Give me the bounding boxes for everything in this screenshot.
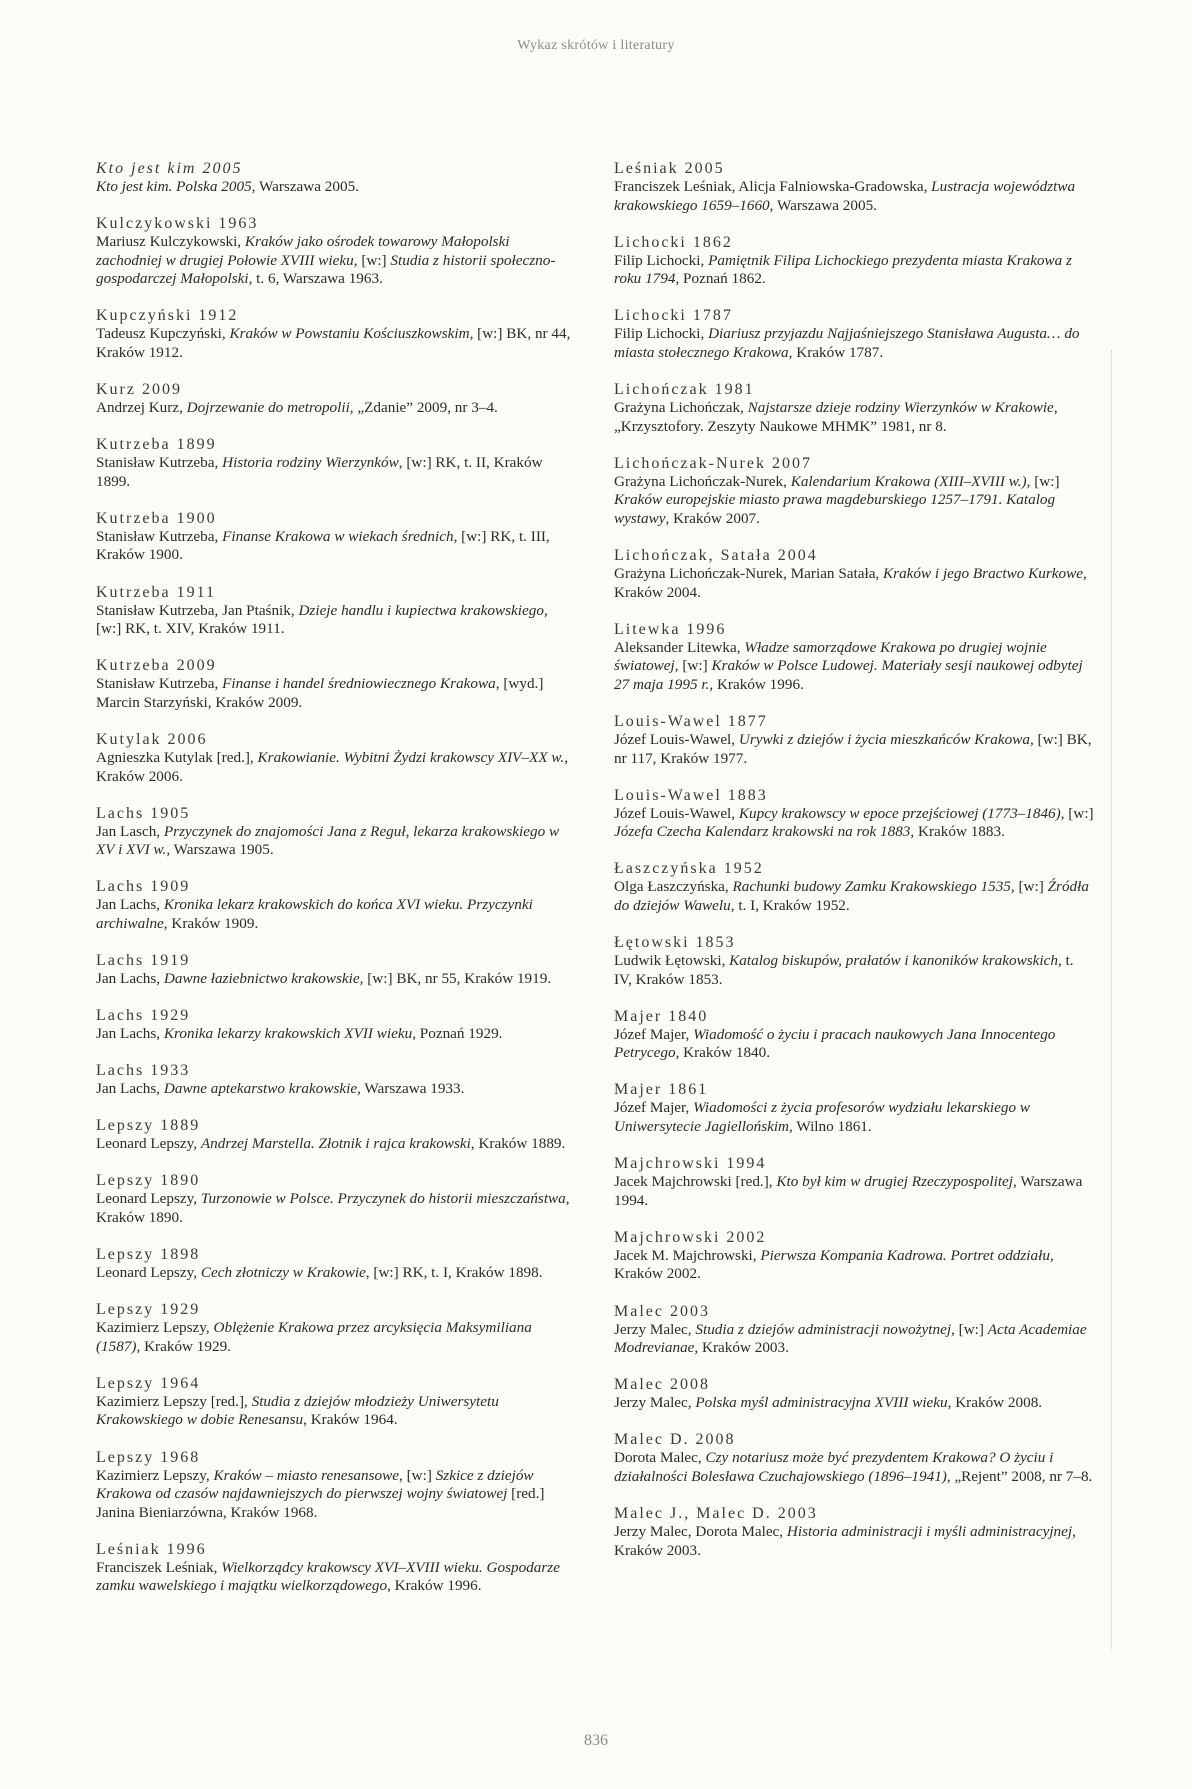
citation-text: Jerzy Malec, xyxy=(614,1320,696,1338)
citation-text: , t. 6, Warszawa 1963. xyxy=(248,270,383,288)
citation-title: Wielkorządcy krakowscy XVI–XVIII wieku. Gospodarze zamku wawelskiego i majątku wielkorządowego xyxy=(96,1558,560,1595)
citation-text: , Warszawa 1994. xyxy=(614,1173,1083,1209)
citation-text: Tadeusz Kupczyński, xyxy=(96,325,230,343)
citation-text: Grażyna Lichończak, xyxy=(614,399,748,417)
citation-text: Kazimierz Lepszy, xyxy=(96,1319,214,1337)
citation-text: , Kraków 1889. xyxy=(470,1135,566,1153)
entry-citation xyxy=(96,1135,576,1154)
entry-abbreviation: Lachs 1905 xyxy=(96,804,191,822)
citation-text: Jan Lachs, xyxy=(96,1080,164,1098)
citation-title: Andrzej Marstella. Złotnik i rajca krakowski xyxy=(200,1135,471,1153)
citation-text: , Kraków 1909. xyxy=(163,914,259,932)
citation-text: , Kraków 1890. xyxy=(96,1190,570,1226)
entry-abbreviation: Majer 1840 xyxy=(614,1007,709,1025)
bibliography-entry xyxy=(96,1375,576,1430)
bibliography-entry xyxy=(614,860,1094,915)
citation-text: Jerzy Malec, Dorota Malec, xyxy=(614,1522,787,1540)
entry-citation xyxy=(96,1264,576,1283)
entry-abbreviation: Lichończak, Satała 2004 xyxy=(614,547,818,565)
bibliography-entry xyxy=(96,436,576,491)
citation-title: Kronika lekarzy krakowskich XVII wieku xyxy=(163,1025,413,1043)
citation-title: Kraków w Powstaniu Kościuszkowskim xyxy=(229,325,470,343)
citation-text: , Kraków 1883. xyxy=(910,823,1005,841)
citation-title: Studia z historii społeczno-gospodarczej Małopolski xyxy=(96,251,556,288)
citation-title: Kalendarium Krakowa (XIII–XVIII w.) xyxy=(790,472,1027,490)
entry-abbreviation: Majer 1861 xyxy=(614,1081,709,1099)
citation-text: , [w:] BK, nr 117, Kraków 1977. xyxy=(614,731,1092,767)
citation-text: Franciszek Leśniak, xyxy=(96,1558,222,1576)
citation-text: , [w:] xyxy=(399,1466,436,1484)
entry-citation xyxy=(96,1467,576,1523)
bibliography-entry xyxy=(96,307,576,362)
citation-text: Józef Majer, xyxy=(614,1025,694,1043)
citation-text: Aleksander Litewka, xyxy=(614,638,745,656)
citation-text: , [w:] xyxy=(1010,878,1048,896)
citation-text: Ludwik Łętowski, xyxy=(614,952,730,970)
citation-title: Historia rodziny Wierzynków xyxy=(222,454,399,472)
citation-text: Olga Łaszczyńska, xyxy=(614,878,733,896)
citation-text: Józef Louis-Wawel, xyxy=(614,731,739,748)
entry-citation xyxy=(614,731,1094,768)
entry-citation xyxy=(614,1099,1094,1136)
citation-text: , [w:] RK, t. I, Kraków 1898. xyxy=(365,1264,543,1282)
entry-abbreviation: Louis-Wawel 1877 xyxy=(614,713,768,730)
citation-text: , [w:] BK, nr 44, Kraków 1912. xyxy=(96,325,571,361)
entry-abbreviation: Malec J., Malec D. 2003 xyxy=(614,1504,818,1522)
bibliography-entry xyxy=(614,307,1094,362)
bibliography-entry xyxy=(96,160,576,197)
citation-text: Józef Majer, xyxy=(614,1099,694,1117)
citation-title: Władze samorządowe Krakowa po drugiej wojnie światowej xyxy=(614,638,1047,675)
citation-title: Kraków i jego Bractwo Kurkowe xyxy=(883,565,1083,583)
bibliography-entry xyxy=(614,621,1094,695)
citation-text: Jan Lachs, xyxy=(96,1025,164,1043)
entry-abbreviation: Lichończak-Nurek 2007 xyxy=(614,454,812,472)
entry-citation xyxy=(614,252,1094,289)
citation-text: Józef Louis-Wawel, xyxy=(614,804,739,822)
citation-title: Kraków europejskie miasto prawa magdeburskiego 1257–1791. Katalog wystawy xyxy=(614,491,1056,527)
entry-citation xyxy=(614,1321,1094,1358)
entry-abbreviation: Leśniak 1996 xyxy=(96,1540,207,1558)
bibliography-entry xyxy=(96,1301,576,1356)
citation-title: Urywki z dziejów i życia mieszkańców Krakowa xyxy=(738,731,1030,748)
citation-text: Stanisław Kutrzeba, xyxy=(96,675,223,693)
citation-text: , „Rejent” 2008, nr 7–8. xyxy=(946,1467,1093,1485)
citation-title: Katalog biskupów, prałatów i kanoników krakowskich xyxy=(729,952,1058,970)
entry-citation xyxy=(96,399,576,418)
citation-title: Kto był kim w drugiej Rzeczypospolitej xyxy=(776,1173,1014,1191)
citation-title: Pamiętnik Filipa Lichockiego prezydenta miasta Krakowa z roku 1794 xyxy=(614,251,1072,288)
citation-title: Źródła do dziejów Wawelu xyxy=(614,878,1089,914)
citation-title: Turzonowie w Polsce. Przyczynek do historii mieszczaństwa xyxy=(200,1190,566,1208)
citation-text: Jacek Majchrowski [red.], xyxy=(614,1173,777,1191)
citation-title: Oblężenie Krakowa przez arcyksięcia Maksymiliana (1587) xyxy=(96,1319,532,1355)
bibliography-entry xyxy=(96,1172,576,1227)
entry-abbreviation: Majchrowski 1994 xyxy=(614,1155,767,1173)
bibliography-entry xyxy=(614,1008,1094,1063)
entry-citation xyxy=(614,639,1094,695)
bibliography-entry xyxy=(614,1376,1094,1413)
entry-citation xyxy=(614,952,1094,989)
entry-abbreviation: Majchrowski 2002 xyxy=(614,1228,767,1246)
bibliography-entry xyxy=(96,1541,576,1596)
citation-text: , [w:] BK, nr 55, Kraków 1919. xyxy=(359,969,552,987)
citation-title: Kraków jako ośrodek towarowy Małopolski zachodniej w drugiej Połowie XVIII wieku xyxy=(96,233,510,269)
bibliography-entry xyxy=(614,547,1094,602)
citation-title: Studia z dziejów administracji nowożytnej xyxy=(695,1320,952,1338)
entry-citation xyxy=(96,1190,576,1227)
entry-citation xyxy=(614,1247,1094,1284)
entry-citation xyxy=(96,233,576,289)
citation-text: , Kraków 1840. xyxy=(675,1044,771,1062)
bibliography-entry xyxy=(614,381,1094,436)
citation-title: Cech złotniczy w Krakowie xyxy=(200,1264,366,1282)
entry-citation xyxy=(96,1025,576,1044)
bibliography-entry xyxy=(96,805,576,860)
entry-abbreviation: Kulczykowski 1963 xyxy=(96,215,259,233)
citation-title: Wiadomości z życia profesorów wydziału lekarskiego w Uniwersytecie Jagiellońskim xyxy=(614,1099,1031,1136)
entry-abbreviation: Kutrzeba 2009 xyxy=(96,657,217,675)
citation-text: Kazimierz Lepszy [red.], xyxy=(96,1392,252,1410)
citation-text: , „Zdanie” 2009, nr 3–4. xyxy=(349,399,498,417)
citation-text: , Kraków 2008. xyxy=(947,1394,1043,1412)
bibliography-entry xyxy=(614,455,1094,529)
citation-title: Kupcy krakowscy w epoce przejściowej (1773–1846) xyxy=(738,804,1061,822)
entry-citation xyxy=(96,178,576,197)
citation-title: Dawne łaziebnictwo krakowskie xyxy=(163,969,360,987)
citation-text: Agnieszka Kutylak [red.], xyxy=(96,748,258,766)
entry-citation xyxy=(614,325,1094,362)
bibliography-entry xyxy=(614,234,1094,289)
bibliography-entry xyxy=(614,1229,1094,1284)
bibliography-entry xyxy=(614,1303,1094,1358)
citation-text: , Kraków 1929. xyxy=(136,1337,231,1355)
entry-abbreviation: Lachs 1909 xyxy=(96,878,191,896)
entry-abbreviation: Malec D. 2008 xyxy=(614,1431,736,1449)
citation-text: Jan Lasch, xyxy=(96,822,164,840)
bibliography-entry xyxy=(96,1117,576,1154)
entry-abbreviation: Kto jest kim 2005 xyxy=(96,160,243,177)
entry-abbreviation: Lepszy 1929 xyxy=(96,1301,201,1319)
citation-title: Czy notariusz może być prezydentem Krakowa? O życiu i działalności Bolesława Czuchajowskiego (1896–1941) xyxy=(614,1449,1054,1485)
bibliography-entry xyxy=(96,510,576,565)
citation-text: , Wilno 1861. xyxy=(789,1118,872,1136)
citation-title: Historia administracji i myśli administracyjnej xyxy=(786,1522,1073,1540)
citation-title: Dojrzewanie do metropolii xyxy=(186,399,350,417)
citation-text: , [w:] RK, t. III, Kraków 1900. xyxy=(96,527,550,564)
entry-citation xyxy=(614,178,1094,215)
citation-text: Jacek M. Majchrowski, xyxy=(614,1246,761,1264)
citation-text: , Warszawa 1905. xyxy=(166,841,274,859)
bibliography-entry xyxy=(614,1505,1094,1560)
entry-citation xyxy=(614,565,1094,602)
citation-text: , [w:] RK, t. II, Kraków 1899. xyxy=(96,454,543,490)
citation-text: , Kraków 1964. xyxy=(303,1411,398,1429)
entry-abbreviation: Leśniak 2005 xyxy=(614,160,725,177)
entry-citation xyxy=(614,805,1094,842)
citation-title: Acta Academiae Modrevianae xyxy=(614,1320,1087,1357)
entry-citation xyxy=(96,1319,576,1356)
citation-text: , Kraków 2006. xyxy=(96,748,568,785)
citation-text: Jerzy Malec, xyxy=(614,1394,696,1412)
bibliography-entry xyxy=(96,657,576,712)
citation-text: , Warszawa 2005. xyxy=(769,196,877,214)
bibliography-entry xyxy=(96,1449,576,1523)
entry-abbreviation: Litewka 1996 xyxy=(614,620,727,638)
entry-abbreviation: Malec 2008 xyxy=(614,1376,710,1394)
citation-text: , Kraków 1787. xyxy=(788,343,884,361)
citation-title: Kraków w Polsce Ludowej. Materiały sesji naukowej odbytej 27 maja 1995 r. xyxy=(614,657,1083,693)
citation-text: Dorota Malec, xyxy=(614,1449,706,1467)
citation-title: Diariusz przyjazdu Najjaśniejszego Stanisława Augusta… do miasta stołecznego Krakowa xyxy=(614,325,1080,361)
entry-citation xyxy=(96,896,576,933)
bibliography-entry xyxy=(614,787,1094,842)
entry-abbreviation: Lichończak 1981 xyxy=(614,381,755,399)
entry-abbreviation: Malec 2003 xyxy=(614,1302,710,1320)
entry-citation xyxy=(96,749,576,786)
entry-citation xyxy=(96,602,576,639)
entry-citation xyxy=(96,823,576,860)
entry-citation xyxy=(614,1173,1094,1210)
entry-citation xyxy=(614,1449,1094,1486)
bibliography-entry xyxy=(614,1431,1094,1486)
citation-text: , [wyd.] Marcin Starzyński, Kraków 2009. xyxy=(96,675,544,711)
citation-text: , [w:] xyxy=(353,251,391,269)
entry-abbreviation: Lichocki 1862 xyxy=(614,233,733,251)
citation-text: , Kraków 2004. xyxy=(614,565,1087,601)
entry-abbreviation: Lepszy 1890 xyxy=(96,1172,201,1190)
right-column xyxy=(614,160,1094,1579)
citation-text: , [w:] xyxy=(1060,804,1094,822)
citation-title: Krakowianie. Wybitni Żydzi krakowscy XIV–XX w. xyxy=(257,748,565,766)
entry-citation xyxy=(96,970,576,989)
citation-text: Andrzej Kurz, xyxy=(96,399,187,417)
entry-abbreviation: Łaszczyńska 1952 xyxy=(614,860,764,878)
entry-abbreviation: Kurz 2009 xyxy=(96,381,182,399)
citation-title: Przyczynek do znajomości Jana z Reguł, lekarza krakowskiego w XV i XVI w. xyxy=(96,822,560,859)
citation-text: , t. IV, Kraków 1853. xyxy=(614,952,1074,988)
citation-title: Kraków – miasto renesansowe xyxy=(213,1466,399,1484)
citation-title: Pierwsza Kompania Kadrowa. Portret oddziału xyxy=(760,1246,1050,1264)
citation-title: Dzieje handlu i kupiectwa krakowskiego xyxy=(298,601,544,619)
entry-citation xyxy=(96,1080,576,1099)
entry-abbreviation: Lachs 1933 xyxy=(96,1062,191,1080)
citation-text: Jan Lachs, xyxy=(96,969,164,987)
citation-text: , „Krzysztofory. Zeszyty Naukowe MHMK” 1981, nr 8. xyxy=(614,399,1058,435)
running-head: Wykaz skrótów i literatury xyxy=(517,38,675,53)
entry-abbreviation: Lepszy 1889 xyxy=(96,1117,201,1135)
citation-text: Franciszek Leśniak, Alicja Falniowska-Gradowska, xyxy=(614,178,932,195)
bibliography-entry xyxy=(96,952,576,989)
citation-title: Finanse Krakowa w wiekach średnich xyxy=(222,527,454,545)
citation-text: Leonard Lepszy, xyxy=(96,1135,201,1153)
citation-text: , Kraków 2002. xyxy=(614,1246,1054,1283)
citation-text: , Kraków 1996. xyxy=(709,675,804,693)
citation-title: Józefa Czecha Kalendarz krakowski na rok 1883 xyxy=(614,823,911,841)
entry-abbreviation: Kutrzeba 1900 xyxy=(96,509,217,527)
citation-title: Lustracja województwa krakowskiego 1659–1660 xyxy=(614,178,1076,214)
entry-abbreviation: Lichocki 1787 xyxy=(614,307,733,325)
entry-abbreviation: Kupczyński 1912 xyxy=(96,307,239,325)
entry-abbreviation: Kutylak 2006 xyxy=(96,730,208,748)
entry-citation xyxy=(96,325,576,362)
bibliography-entry xyxy=(614,713,1094,768)
citation-text: [red.] Janina Bieniarzówna, Kraków 1968. xyxy=(96,1485,545,1521)
margin-rule xyxy=(1111,350,1113,1650)
citation-text: , Kraków 2003. xyxy=(614,1522,1076,1559)
entry-abbreviation: Kutrzeba 1911 xyxy=(96,583,217,601)
citation-text: Leonard Lepszy, xyxy=(96,1190,201,1208)
bibliography-entry xyxy=(614,160,1094,215)
bibliography-entry xyxy=(96,215,576,289)
citation-title: Najstarsze dzieje rodziny Wierzynków w Krakowie xyxy=(747,399,1054,417)
entry-citation xyxy=(614,399,1094,436)
bibliography-entry xyxy=(614,934,1094,989)
citation-text: Filip Lichocki, xyxy=(614,251,709,269)
citation-text: , Warszawa 2005. xyxy=(251,178,359,195)
citation-text: , [w:] xyxy=(1026,472,1060,490)
entry-citation xyxy=(96,1559,576,1596)
citation-text: Filip Lichocki, xyxy=(614,325,709,343)
citation-text: Stanisław Kutrzeba, Jan Ptaśnik, xyxy=(96,601,299,619)
bibliography-entry xyxy=(614,1081,1094,1136)
citation-title: Kto jest kim. Polska 2005 xyxy=(96,178,252,195)
citation-text: , Kraków 2007. xyxy=(665,509,760,527)
citation-title: Rachunki budowy Zamku Krakowskiego 1535 xyxy=(732,878,1011,896)
citation-text: Mariusz Kulczykowski, xyxy=(96,233,245,251)
bibliography-entry xyxy=(96,731,576,786)
citation-text: , [w:] RK, t. XIV, Kraków 1911. xyxy=(96,601,548,638)
citation-title: Szkice z dziejów Krakowa od czasów najdawniejszych do pierwszej wojny światowej xyxy=(96,1466,534,1503)
entry-abbreviation: Lepszy 1964 xyxy=(96,1374,201,1392)
entry-citation xyxy=(614,473,1094,529)
citation-text: Grażyna Lichończak-Nurek, xyxy=(614,472,791,490)
citation-text: , Kraków 2003. xyxy=(694,1339,789,1357)
citation-text: Leonard Lepszy, xyxy=(96,1264,201,1282)
bibliography-entry xyxy=(96,1246,576,1283)
citation-text: Stanisław Kutrzeba, xyxy=(96,527,223,545)
page-number: 836 xyxy=(584,1732,608,1749)
entry-citation xyxy=(96,528,576,565)
citation-text: , [w:] xyxy=(674,657,712,675)
citation-title: Polska myśl administracyjna XVIII wieku xyxy=(695,1394,948,1412)
entry-citation xyxy=(96,675,576,712)
entry-abbreviation: Lachs 1929 xyxy=(96,1007,191,1025)
entry-abbreviation: Louis-Wawel 1883 xyxy=(614,786,768,804)
citation-text: Jan Lachs, xyxy=(96,896,164,914)
citation-title: Dawne aptekarstwo krakowskie xyxy=(163,1080,358,1098)
left-column xyxy=(96,160,576,1614)
citation-text: , Warszawa 1933. xyxy=(357,1080,465,1098)
citation-text: , [w:] xyxy=(951,1320,988,1338)
citation-text: , Poznań 1862. xyxy=(675,270,766,288)
citation-text: Grażyna Lichończak-Nurek, Marian Satała, xyxy=(614,565,884,583)
bibliography-entry xyxy=(96,1062,576,1099)
entry-abbreviation: Lepszy 1898 xyxy=(96,1246,201,1264)
entry-citation xyxy=(614,1026,1094,1063)
citation-text: Stanisław Kutrzeba, xyxy=(96,454,223,472)
entry-abbreviation: Kutrzeba 1899 xyxy=(96,436,217,454)
citation-title: Finanse i handel średniowiecznego Krakowa xyxy=(222,675,496,693)
entry-citation xyxy=(96,454,576,491)
entry-citation xyxy=(614,878,1094,915)
bibliography-entry xyxy=(96,1007,576,1044)
citation-text: , t. I, Kraków 1952. xyxy=(730,896,850,914)
entry-abbreviation: Łętowski 1853 xyxy=(614,934,736,952)
entry-abbreviation: Lepszy 1968 xyxy=(96,1448,201,1466)
bibliography-entry xyxy=(96,584,576,639)
bibliography-entry xyxy=(96,878,576,933)
bibliography-entry xyxy=(96,381,576,418)
citation-title: Wiadomość o życiu i pracach naukowych Jana Innocentego Petrycego xyxy=(614,1025,1056,1062)
entry-citation xyxy=(614,1394,1094,1413)
citation-title: Kronika lekarz krakowskich do końca XVI wieku. Przyczynki archiwalne xyxy=(96,896,533,932)
citation-text: , Poznań 1929. xyxy=(412,1025,503,1043)
citation-text: Kazimierz Lepszy, xyxy=(96,1466,214,1484)
bibliography-entry xyxy=(614,1155,1094,1210)
entry-citation xyxy=(96,1393,576,1430)
citation-text: , Kraków 1996. xyxy=(387,1577,482,1595)
entry-abbreviation: Lachs 1919 xyxy=(96,951,191,969)
entry-citation xyxy=(614,1523,1094,1560)
citation-title: Studia z dziejów młodzieży Uniwersytetu Krakowskiego w dobie Renesansu xyxy=(96,1392,499,1429)
